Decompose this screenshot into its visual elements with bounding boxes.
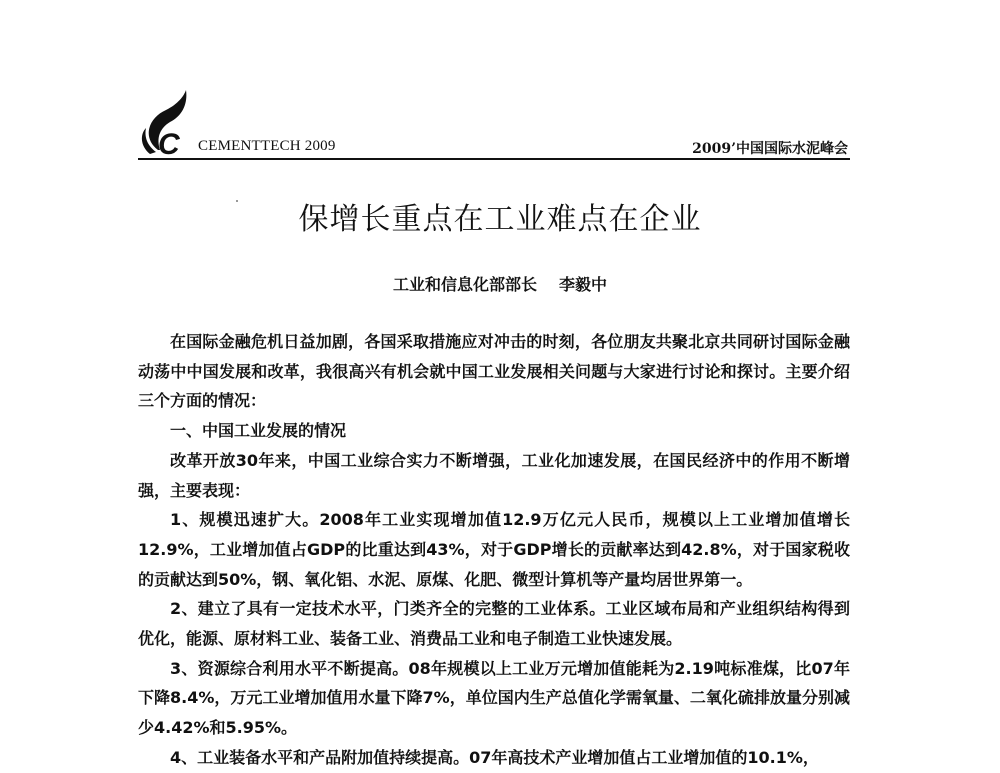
svg-text:C: C: [158, 128, 180, 156]
header-brand: CEMENTTECH 2009: [198, 138, 336, 154]
body-text: [138, 327, 850, 773]
paragraph-intro: 在国际金融危机日益加剧，各国采取措施应对冲击的时刻，各位朋友共聚北京共同研讨国际金融动荡中中国发展和改革，我很高兴有机会就中国工业发展相关问题与大家进行讨论和探讨。主要介绍三个方面的情况：: [138, 332, 850, 411]
paragraph-point-4: 4、工业装备水平和产品附加值持续提高。07年高技术产业增加值占工业增加值的10.1%，: [170, 747, 819, 767]
flame-c-logo-icon: [138, 88, 196, 156]
paragraph-overview: 改革开放30年来，中国工业综合实力不断增强，工业化加速发展，在国民经济中的作用不断增强，主要表现：: [138, 450, 850, 500]
paragraph-point-2: 2、建立了具有一定技术水平，门类齐全的完整的工业体系。工业区域布局和产业组织结构得到优化，能源、原材料工业、装备工业、消费品工业和电子制造工业快速发展。: [138, 599, 850, 649]
author-position: 工业和信息化部部长: [392, 275, 537, 294]
page-title: 保增长重点在工业难点在企业: [298, 202, 702, 237]
paragraph-point-1: 1、规模迅速扩大。2008年工业实现增加值12.9万亿元人民币，规模以上工业增加值增长12.9%，工业增加值占GDP的比重达到43%，对于GDP增长的贡献率达到42.8%，对于国家税收的贡献达到50%，钢、氧化铝、水泥、原煤、化肥、微型计算机等产量均居世界第一。: [138, 510, 850, 589]
paragraph-point-3: 3、资源综合利用水平不断提高。08年规模以上工业万元增加值能耗为2.19吨标准煤，比07年下降8.4%，万元工业增加值用水量下降7%，单位国内生产总值化学需氧量、二氧化硫排放量分别减少4.42%和5.95%。: [138, 658, 850, 738]
author-line: [0, 272, 1000, 295]
section-heading: 一、中国工业发展的情况: [170, 421, 347, 441]
author-name: 李毅中: [559, 275, 608, 294]
cementtech-logo: [138, 88, 196, 156]
header-divider: [138, 158, 850, 160]
header-event: 2009’中国国际水泥峰会: [692, 141, 848, 157]
